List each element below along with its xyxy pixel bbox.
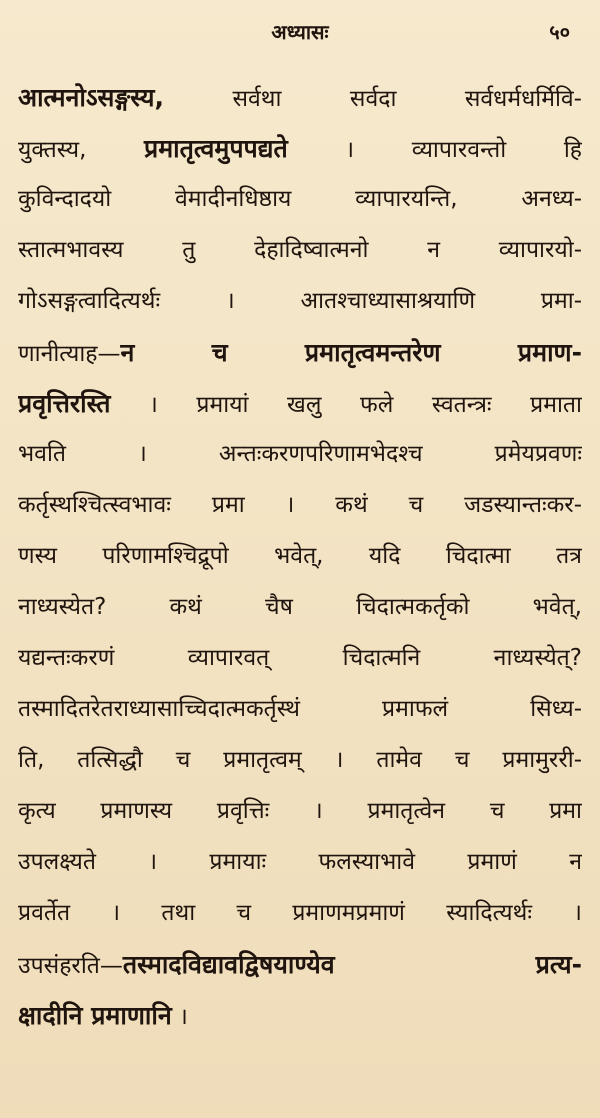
- text-line: [18, 633, 582, 684]
- text-segment: सर्वथा सर्वदा सर्वधर्मधर्मिवि-: [164, 86, 582, 112]
- text-line: [18, 480, 582, 531]
- text-line: [18, 888, 582, 939]
- text-segment: उपलक्ष्यते । प्रमायाः फलस्याभावे प्रमाणं न: [18, 849, 582, 875]
- text-segment: कृत्य प्रमाणस्य प्रवृत्तिः । प्रमातृत्वेन च प्रमा: [18, 798, 582, 824]
- bold-text-segment: प्रवृत्तिरस्ति: [18, 389, 111, 418]
- bold-text-segment: न च प्रमातृत्वमन्तरेण प्रमाण-: [120, 338, 582, 367]
- text-line: [18, 123, 582, 174]
- text-segment: तस्मादितरेतराध्यासाच्चिदात्मकर्तृस्थं प्रमाफलं सिध्य-: [18, 696, 582, 722]
- text-segment: ति, तत्सिद्धौ च प्रमातृत्वम् । तामेव च प्रमामुररी-: [18, 747, 582, 773]
- text-line: [18, 990, 582, 1041]
- page-header: [18, 12, 582, 54]
- text-line: [18, 837, 582, 888]
- text-line: [18, 786, 582, 837]
- text-segment: कर्तृस्थश्चित्स्वभावः प्रमा । कथं च जडस्यान्तःकर-: [18, 492, 582, 518]
- text-line: [18, 684, 582, 735]
- text-segment: प्रवर्तेत । तथा च प्रमाणमप्रमाणं स्यादित्यर्थः ।: [18, 900, 582, 926]
- text-segment: णस्य परिणामश्चिद्रूपो भवेत्, यदि चिदात्मा तत्र: [18, 543, 582, 569]
- text-segment: । व्यापारवन्तो हि: [287, 137, 582, 163]
- text-segment: उपसंहरति—: [18, 953, 123, 979]
- text-segment: णानीत्याह—: [18, 341, 121, 367]
- page-number: ५०: [549, 20, 570, 44]
- bold-text-segment: तस्मादविद्यावद्विषयाण्येव प्रत्य-: [122, 950, 582, 979]
- bold-text-segment: क्षादीनि प्रमाणानि: [18, 1001, 172, 1030]
- text-line: [18, 276, 582, 327]
- bold-text-segment: आत्मनोऽसङ्गस्य,: [18, 83, 164, 112]
- text-line: [18, 225, 582, 276]
- running-head: अध्यासः: [271, 20, 329, 44]
- text-line: [18, 531, 582, 582]
- bold-text-segment: प्रमातृत्वमुपपद्यते: [143, 134, 288, 163]
- text-segment: स्तात्मभावस्य तु देहादिष्वात्मनो न व्यापारयो-: [18, 237, 582, 263]
- text-line: [18, 378, 582, 429]
- text-segment: भवति । अन्तःकरणपरिणामभेदश्च प्रमेयप्रवणः: [18, 441, 582, 467]
- text-line: [18, 735, 582, 786]
- text-line: [18, 939, 582, 990]
- text-line: [18, 429, 582, 480]
- text-line: [18, 582, 582, 633]
- text-segment: गोऽसङ्गत्वादित्यर्थः । आतश्चाध्यासाश्रयाणि प्रमा-: [18, 288, 582, 314]
- text-segment: नाध्यस्येत? कथं चैष चिदात्मकर्तृको भवेत्,: [18, 594, 582, 620]
- body-text: [18, 72, 582, 1041]
- text-segment: युक्तस्य,: [18, 137, 144, 163]
- text-line: [18, 72, 582, 123]
- text-line: [18, 327, 582, 378]
- text-segment: कुविन्दादयो वेमादीनधिष्ठाय व्यापारयन्ति, अनध्य-: [18, 186, 582, 212]
- text-line: [18, 174, 582, 225]
- text-segment: । प्रमायां खलु फले स्वतन्त्रः प्रमाता: [110, 392, 582, 418]
- text-segment: ।: [171, 1004, 188, 1030]
- text-segment: यद्यन्तःकरणं व्यापारवत् चिदात्मनि नाध्यस्येत्?: [18, 645, 582, 671]
